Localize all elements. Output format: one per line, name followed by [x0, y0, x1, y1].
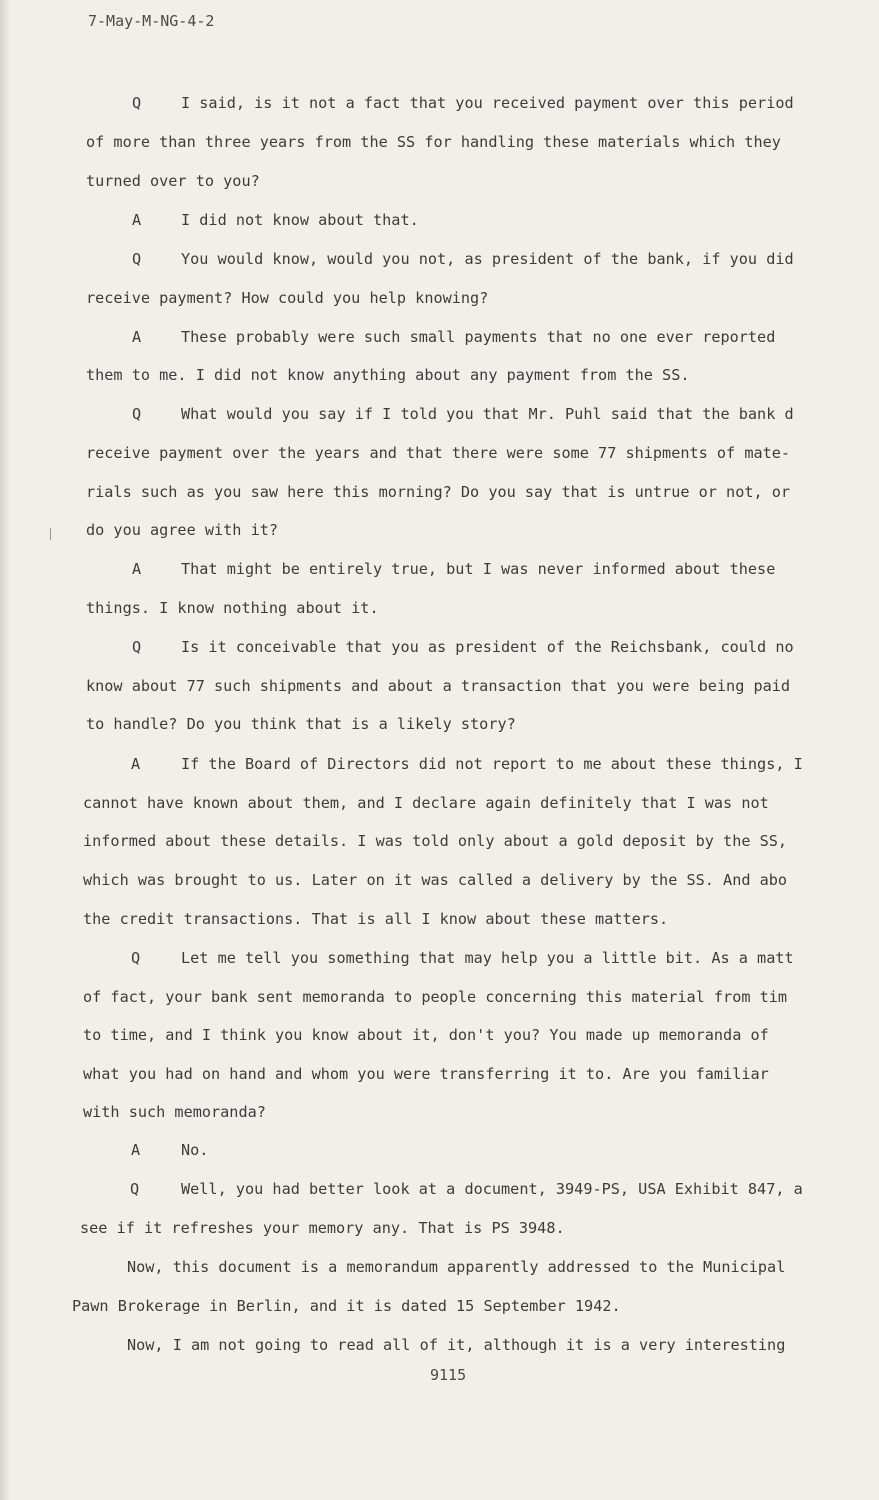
transcript-line: things. I know nothing about it. [86, 599, 379, 617]
transcript-line: which was brought to us. Later on it was called a delivery by the SS. And abo [83, 871, 788, 889]
page-edge-shadow [0, 0, 10, 1500]
transcript-line: to time, and I think you know about it, don't you? You made up memoranda of [83, 1026, 769, 1044]
transcript-line: see if it refreshes your memory any. That is PS 3948. [80, 1219, 565, 1237]
transcript-line: cannot have known about them, and I declare again definitely that I was not [83, 794, 769, 812]
transcript-line: If the Board of Directors did not report to me about these things, I [181, 755, 803, 773]
transcript-line: of more than three years from the SS for handling these materials which they [86, 133, 781, 151]
transcript-line: Now, this document is a memorandum apparently addressed to the Municipal [127, 1258, 786, 1276]
transcript-line: to handle? Do you think that is a likely story? [86, 715, 516, 733]
transcript-line: receive payment over the years and that there were some 77 shipments of mate- [86, 444, 791, 462]
transcript-line: Well, you had better look at a document, 3949-PS, USA Exhibit 847, a [181, 1180, 803, 1198]
speaker-label: Q [131, 949, 141, 967]
transcript-line: them to me. I did not know anything about any payment from the SS. [86, 366, 690, 384]
transcript-line: do you agree with it? [86, 521, 279, 539]
speaker-label: Q [132, 250, 142, 268]
transcript-line: What would you say if I told you that Mr. Puhl said that the bank d [181, 405, 794, 423]
speaker-label: Q [132, 405, 142, 423]
transcript-line: I said, is it not a fact that you received payment over this period [181, 94, 794, 112]
transcript-line: informed about these details. I was told only about a gold deposit by the SS, [83, 832, 788, 850]
speaker-label: A [131, 755, 141, 773]
transcript-line: of fact, your bank sent memoranda to people concerning this material from tim [83, 988, 788, 1006]
transcript-line: turned over to you? [86, 172, 260, 190]
transcript-line: with such memoranda? [83, 1103, 266, 1121]
speaker-label: A [132, 560, 142, 578]
transcript-line: That might be entirely true, but I was never informed about these [181, 560, 776, 578]
transcript-line: You would know, would you not, as president of the bank, if you did [181, 250, 794, 268]
speaker-label: A [132, 328, 142, 346]
transcript-line: These probably were such small payments that no one ever reported [181, 328, 776, 346]
speaker-label: Q [132, 638, 142, 656]
page-header: 7-May-M-NG-4-2 [88, 12, 215, 30]
transcript-line: what you had on hand and whom you were transferring it to. Are you familiar [83, 1065, 769, 1083]
transcript-line: Is it conceivable that you as president of the Reichsbank, could no [181, 638, 794, 656]
transcript-line: Let me tell you something that may help you a little bit. As a matt [181, 949, 794, 967]
transcript-line: receive payment? How could you help knowing? [86, 289, 489, 307]
margin-mark [50, 528, 51, 540]
speaker-label: Q [132, 94, 142, 112]
transcript-line: Now, I am not going to read all of it, although it is a very interesting [127, 1336, 786, 1354]
speaker-label: A [132, 211, 142, 229]
transcript-line: Pawn Brokerage in Berlin, and it is dated 15 September 1942. [72, 1297, 621, 1315]
transcript-line: know about 77 such shipments and about a transaction that you were being paid [86, 677, 791, 695]
transcript-line: the credit transactions. That is all I know about these matters. [83, 910, 669, 928]
speaker-label: A [131, 1141, 141, 1159]
transcript-line: I did not know about that. [181, 211, 419, 229]
page-number: 9115 [430, 1366, 467, 1384]
transcript-line: rials such as you saw here this morning? Do you say that is untrue or not, or [86, 483, 791, 501]
speaker-label: Q [130, 1180, 140, 1198]
transcript-line: No. [181, 1141, 209, 1159]
